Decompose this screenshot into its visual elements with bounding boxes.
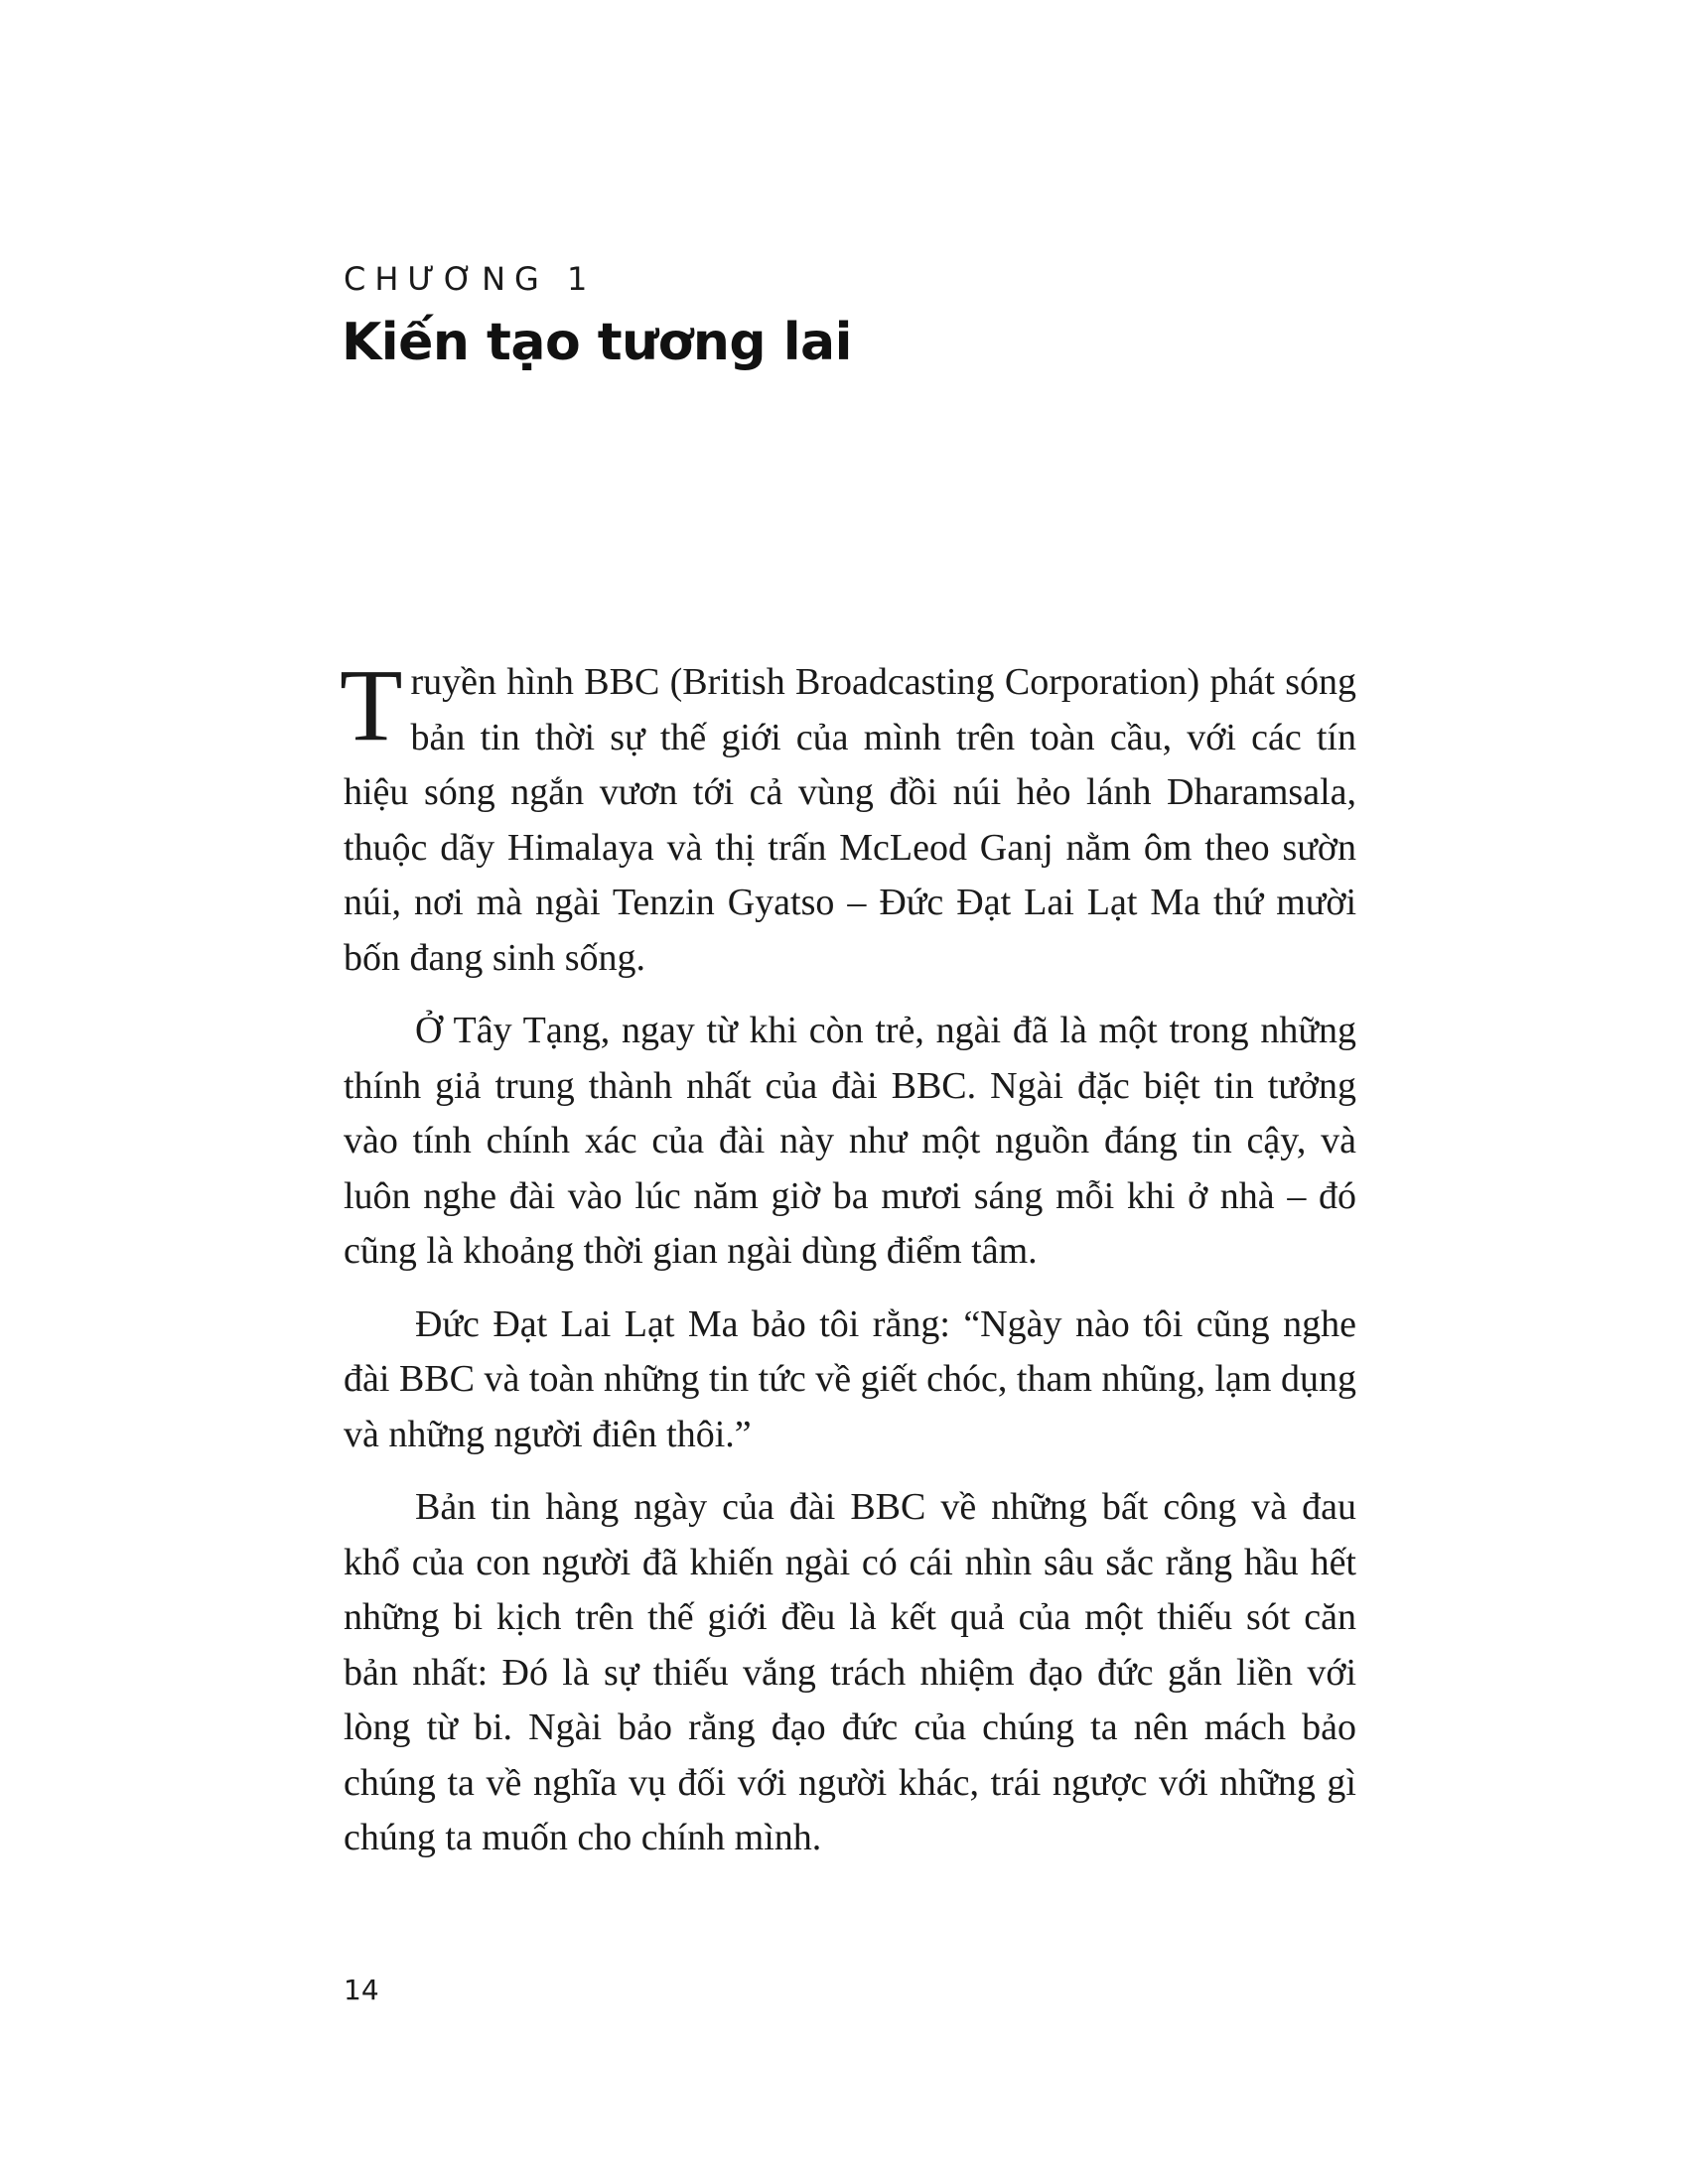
paragraph-1-text: ruyền hình BBC (British Broadcasting Corporation) phát sóng bản tin thời sự thế giới của mình trên toàn cầu, với các tín hiệu sóng ngắn vươn tới cả vùng đồi núi hẻo lánh Dharamsala, thuộc dãy Himalaya và thị trấn McLeod Ganj nằm ôm theo sườn núi, nơi mà ngài Tenzin Gyatso – Đức Đạt Lai Lạt Ma thứ mười bốn đang sinh sống. [344,661,1356,979]
chapter-title: Kiến tạo tương lai [342,313,852,372]
drop-cap: T [340,648,403,762]
paragraph-1 [340,648,1356,986]
paragraph-3: Đức Đạt Lai Lạt Ma bảo tôi rằng: “Ngày nào tôi cũng nghe đài BBC và toàn những tin tức về giết chóc, tham nhũng, lạm dụng và những người điên thôi.” [344,1302,1356,1455]
body-text [340,648,1356,1884]
page-number: 14 [344,1974,379,2006]
chapter-label: CHƯƠNG 1 [344,260,597,298]
paragraph-4: Bản tin hàng ngày của đài BBC về những bất công và đau khổ của con người đã khiến ngài có cái nhìn sâu sắc rằng hầu hết những bi kịch trên thế giới đều là kết quả của một thiếu sót căn bản nhất: Đó là sự thiếu vắng trách nhiệm đạo đức gắn liền với lòng từ bi. Ngài bảo rằng đạo đức của chúng ta nên mách bảo chúng ta về nghĩa vụ đối với người khác, trái ngược với những gì chúng ta muốn cho chính mình. [344,1486,1356,1858]
paragraph-2: Ở Tây Tạng, ngay từ khi còn trẻ, ngài đã là một trong những thính giả trung thành nhất của đài BBC. Ngài đặc biệt tin tưởng vào tính chính xác của đài này như một nguồn đáng tin cậy, và luôn nghe đài vào lúc năm giờ ba mươi sáng mỗi khi ở nhà – đó cũng là khoảng thời gian ngài dùng điểm tâm. [344,1010,1356,1272]
